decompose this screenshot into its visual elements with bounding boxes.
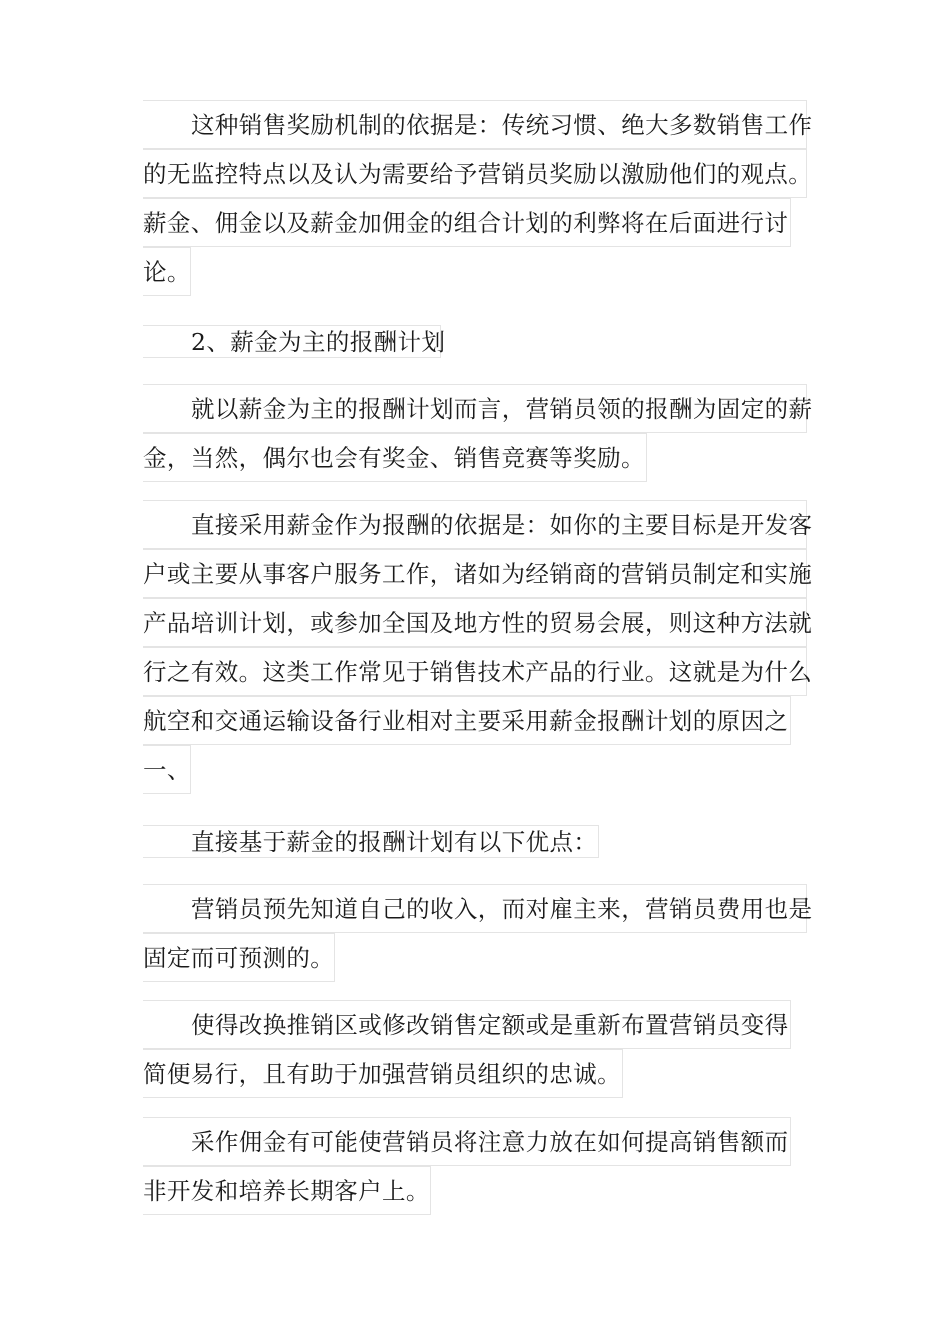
- text-line: 金，当然，偶尔也会有奖金、销售竞赛等奖励。: [143, 433, 647, 482]
- text-line: 一、: [143, 745, 191, 794]
- text-line: 非开发和培养长期客户上。: [143, 1166, 431, 1215]
- text-line: 产品培训计划，或参加全国及地方性的贸易会展，则这种方法就: [143, 598, 807, 647]
- paragraph-salary-plan-rationale: [143, 500, 813, 794]
- text-line: 营销员预先知道自己的收入，而对雇主来，营销员费用也是: [143, 884, 807, 933]
- paragraph-advantage-flexibility: [143, 1000, 791, 1098]
- text-line: 行之有效。这类工作常见于销售技术产品的行业。这就是为什么: [143, 647, 807, 696]
- text-line: 的无监控特点以及认为需要给予营销员奖励以激励他们的观点。: [143, 149, 807, 198]
- paragraph-salary-plan-definition: [143, 384, 813, 482]
- text-line: 论。: [143, 247, 191, 296]
- paragraph-sales-incentive-basis: [143, 100, 813, 296]
- text-line: 就以薪金为主的报酬计划而言，营销员领的报酬为固定的薪: [143, 384, 807, 433]
- section-heading: 2、薪金为主的报酬计划: [143, 325, 441, 358]
- text-line: 使得改换推销区或修改销售定额或是重新布置营销员变得: [143, 1000, 791, 1049]
- paragraph-advantages-intro: [143, 825, 599, 858]
- text-line: 薪金、佣金以及薪金加佣金的组合计划的利弊将在后面进行讨: [143, 198, 791, 247]
- text-line: 户或主要从事客户服务工作，诸如为经销商的营销员制定和实施: [143, 549, 807, 598]
- section-heading-salary-plan: [143, 325, 446, 358]
- paragraph-commission-focus: [143, 1117, 791, 1215]
- text-line: 简便易行，且有助于加强营销员组织的忠诚。: [143, 1049, 623, 1098]
- text-line: 采作佣金有可能使营销员将注意力放在如何提高销售额而: [143, 1117, 791, 1166]
- paragraph-advantage-predictable: [143, 884, 813, 982]
- text-line: 直接基于薪金的报酬计划有以下优点：: [143, 825, 599, 858]
- text-line: 直接采用薪金作为报酬的依据是：如你的主要目标是开发客: [143, 500, 807, 549]
- text-line: 航空和交通运输设备行业相对主要采用薪金报酬计划的原因之: [143, 696, 791, 745]
- text-line: 固定而可预测的。: [143, 933, 335, 982]
- text-line: 这种销售奖励机制的依据是：传统习惯、绝大多数销售工作: [143, 100, 807, 149]
